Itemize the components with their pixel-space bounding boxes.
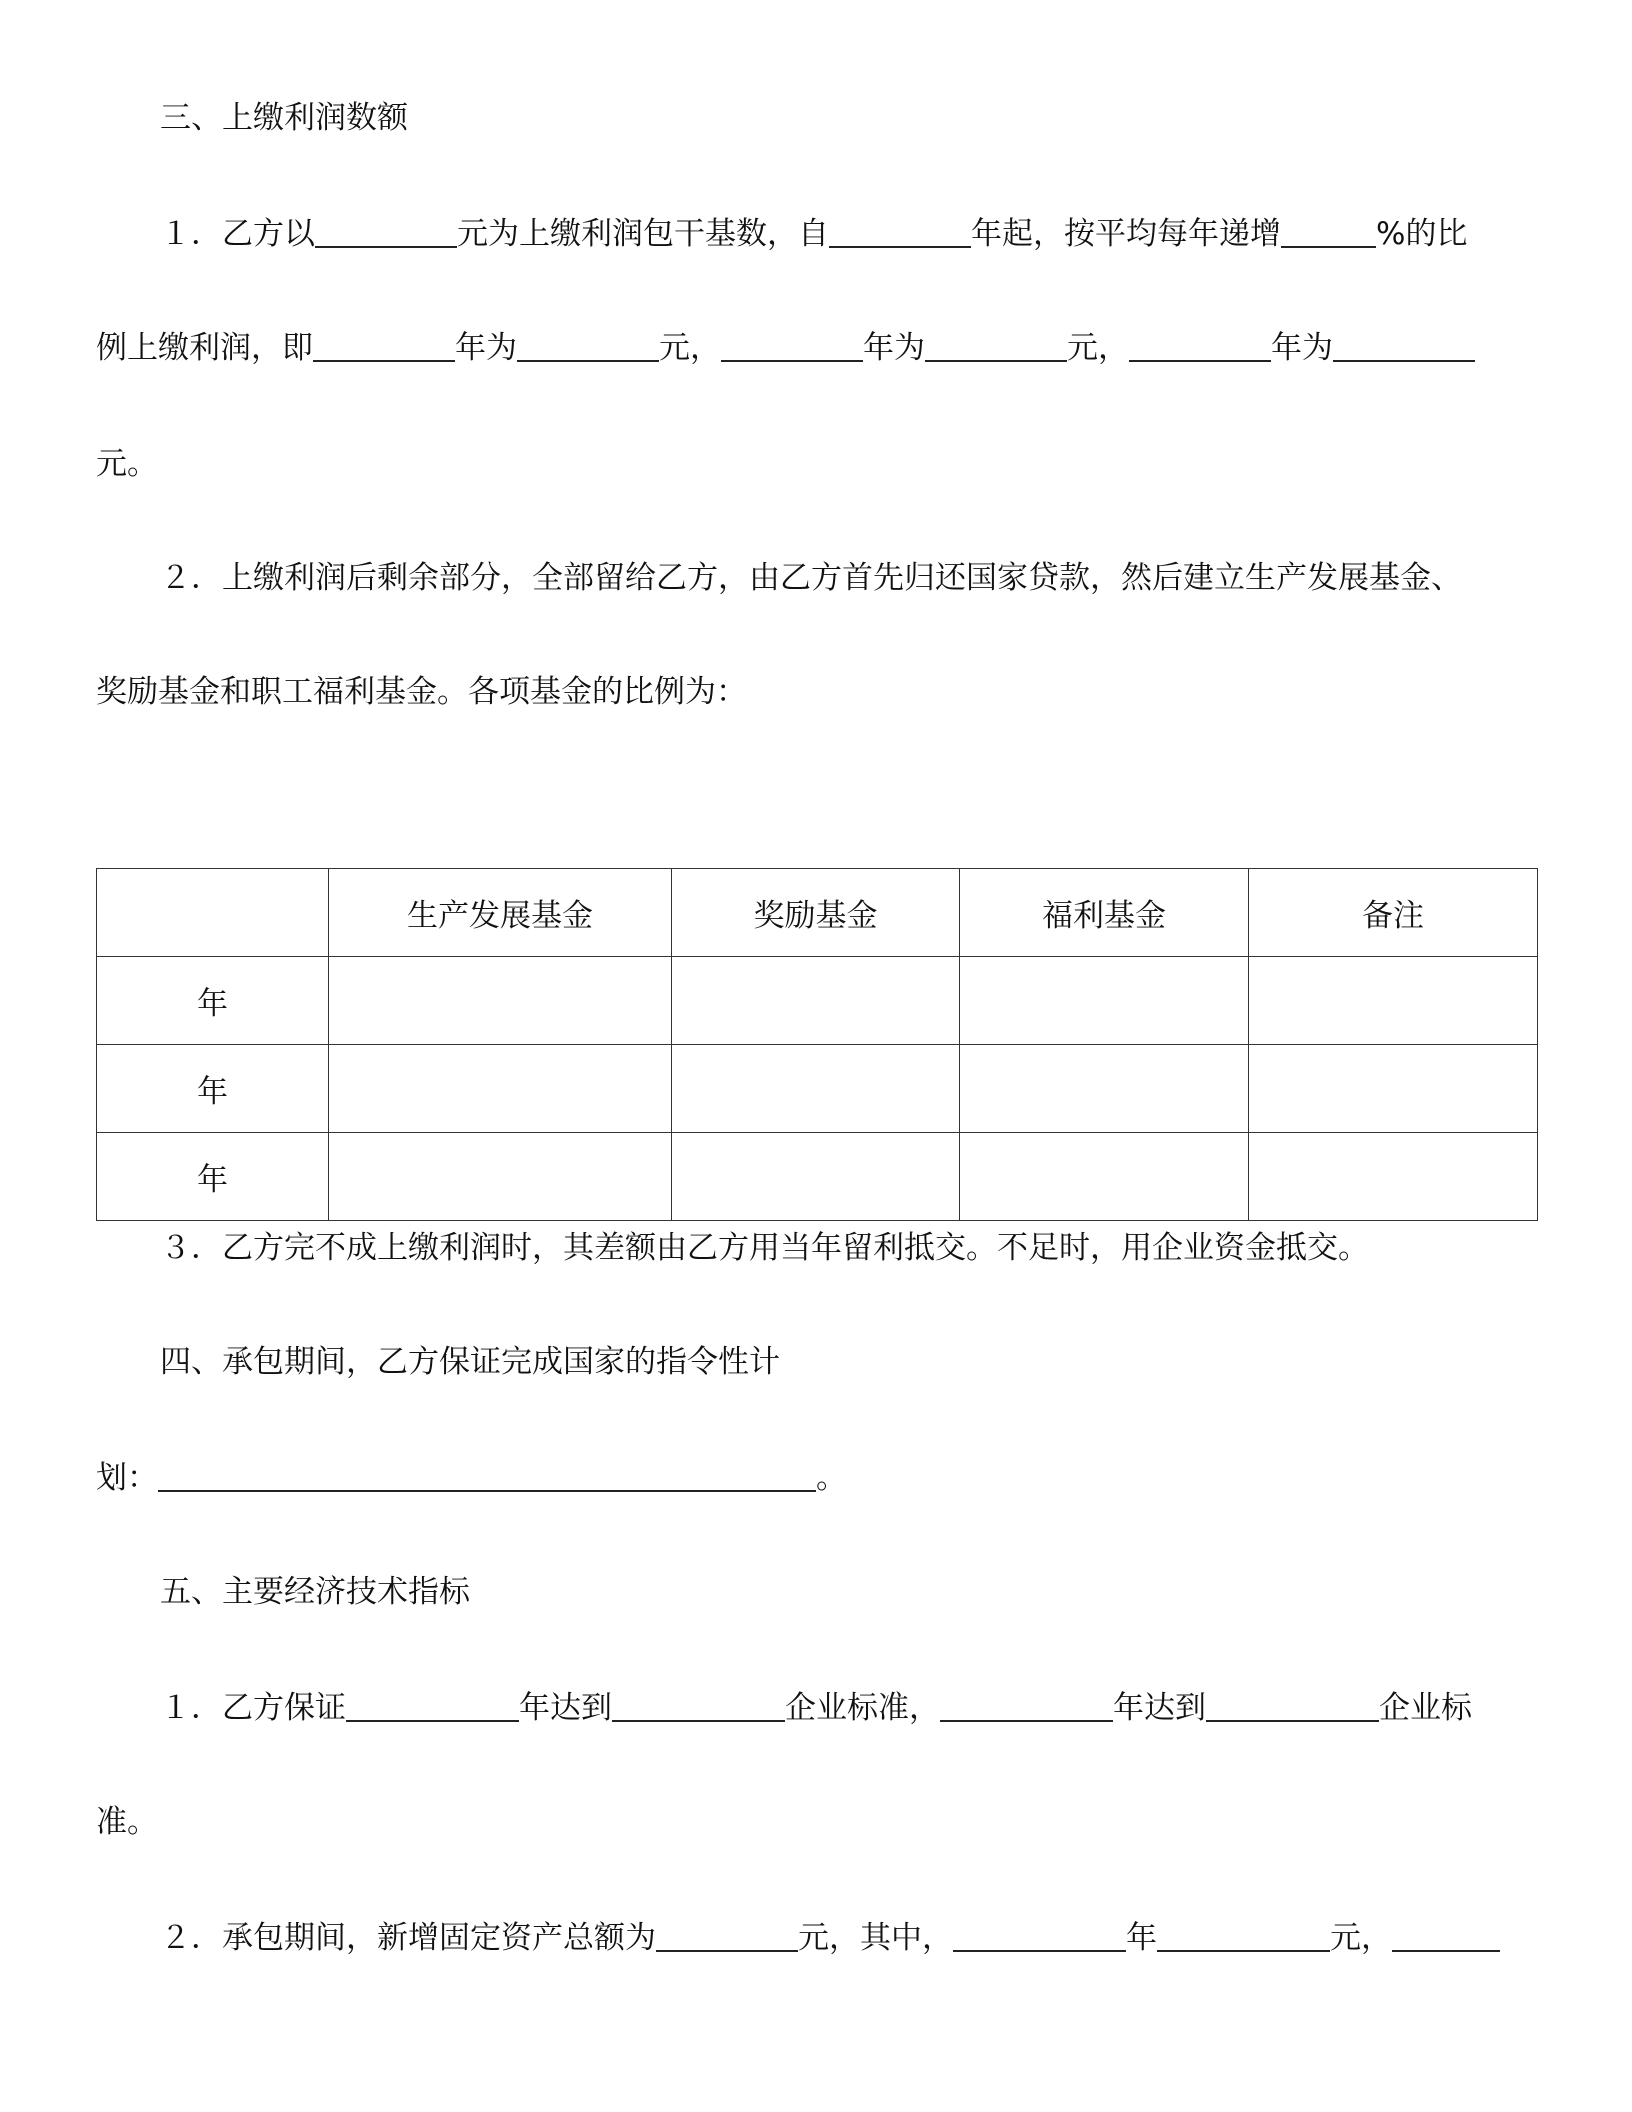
clause-3-1-line-2: 例上缴利润，即 年为 元， 年为 元， 年为 [0,326,1632,370]
fund-ratio-table [96,868,1538,1221]
table-header-cell [97,869,329,957]
year-a-blank[interactable] [346,1686,519,1722]
table-header-cell: 生产发展基金 [329,869,672,957]
clause-3-3: ３．乙方完不成上缴利润时，其差额由乙方用当年留利抵交。不足时，用企业资金抵交。 [160,1230,1369,1266]
clause-5-1-line-1: １．乙方保证 年达到 企业标准， 年达到 企业标 [0,1686,1632,1730]
clause-3-1-line-3: 元。 [96,446,158,482]
asset-year-blank[interactable] [953,1916,1126,1952]
table-cell[interactable] [1249,1045,1538,1133]
year-2-blank[interactable] [721,326,863,362]
base-amount-blank[interactable] [315,212,457,248]
table-row-year-label: 年 [97,957,329,1045]
table-cell[interactable] [1249,957,1538,1045]
table-row [97,957,1538,1045]
growth-rate-blank[interactable] [1281,212,1376,248]
clause-number: １． [160,1690,222,1726]
table-row [97,1045,1538,1133]
standard-b-blank[interactable] [1206,1686,1379,1722]
clause-number: ２． [160,560,222,596]
table-cell[interactable] [672,957,960,1045]
table-cell[interactable] [960,1133,1249,1221]
table-cell[interactable] [329,1045,672,1133]
amount-1-blank[interactable] [517,326,659,362]
year-1-blank[interactable] [313,326,455,362]
asset-amount-blank[interactable] [1157,1916,1330,1952]
section-5-heading [0,1570,1632,1614]
amount-2-blank[interactable] [925,326,1067,362]
clause-number: １． [160,216,222,252]
table-cell[interactable] [672,1133,960,1221]
table-header-cell: 福利基金 [960,869,1249,957]
directive-plan-blank[interactable] [158,1456,816,1492]
asset-next-year-blank[interactable] [1392,1916,1500,1952]
heading-text: 三、上缴利润数额 [160,100,408,136]
table-header-row [97,869,1538,957]
clause-3-2-line-2: 奖励基金和职工福利基金。各项基金的比例为： [96,674,747,710]
table-cell[interactable] [672,1045,960,1133]
amount-3-blank[interactable] [1333,326,1475,362]
table-cell[interactable] [1249,1133,1538,1221]
asset-total-blank[interactable] [656,1916,798,1952]
table-row [97,1133,1538,1221]
table-cell[interactable] [329,1133,672,1221]
table-cell[interactable] [329,957,672,1045]
table-cell[interactable] [960,1045,1249,1133]
section-3-heading [0,96,1632,140]
table-cell[interactable] [960,957,1249,1045]
section-4-line-2: 划： 。 [0,1456,1632,1500]
standard-a-blank[interactable] [612,1686,785,1722]
table-row-year-label: 年 [97,1045,329,1133]
clause-3-1-line-1: １．乙方以 元为上缴利润包干基数，自 年起，按平均每年递增 %的比 [0,212,1632,256]
year-b-blank[interactable] [940,1686,1113,1722]
clause-number: ２． [160,1920,222,1956]
clause-5-1-line-2: 准。 [96,1804,158,1840]
table-row-year-label: 年 [97,1133,329,1221]
start-year-blank[interactable] [829,212,971,248]
clause-number: ３． [160,1230,222,1266]
clause-5-2-line-1: ２．承包期间，新增固定资产总额为 元，其中， 年 元， [0,1916,1632,1960]
heading-text: 五、主要经济技术指标 [160,1574,470,1610]
table-header-cell: 备注 [1249,869,1538,957]
year-3-blank[interactable] [1129,326,1271,362]
table-header-cell: 奖励基金 [672,869,960,957]
section-4-line-1: 四、承包期间，乙方保证完成国家的指令性计 [160,1344,780,1380]
clause-3-2-line-1: ２．上缴利润后剩余部分，全部留给乙方，由乙方首先归还国家贷款，然后建立生产发展基金、 [160,560,1462,596]
